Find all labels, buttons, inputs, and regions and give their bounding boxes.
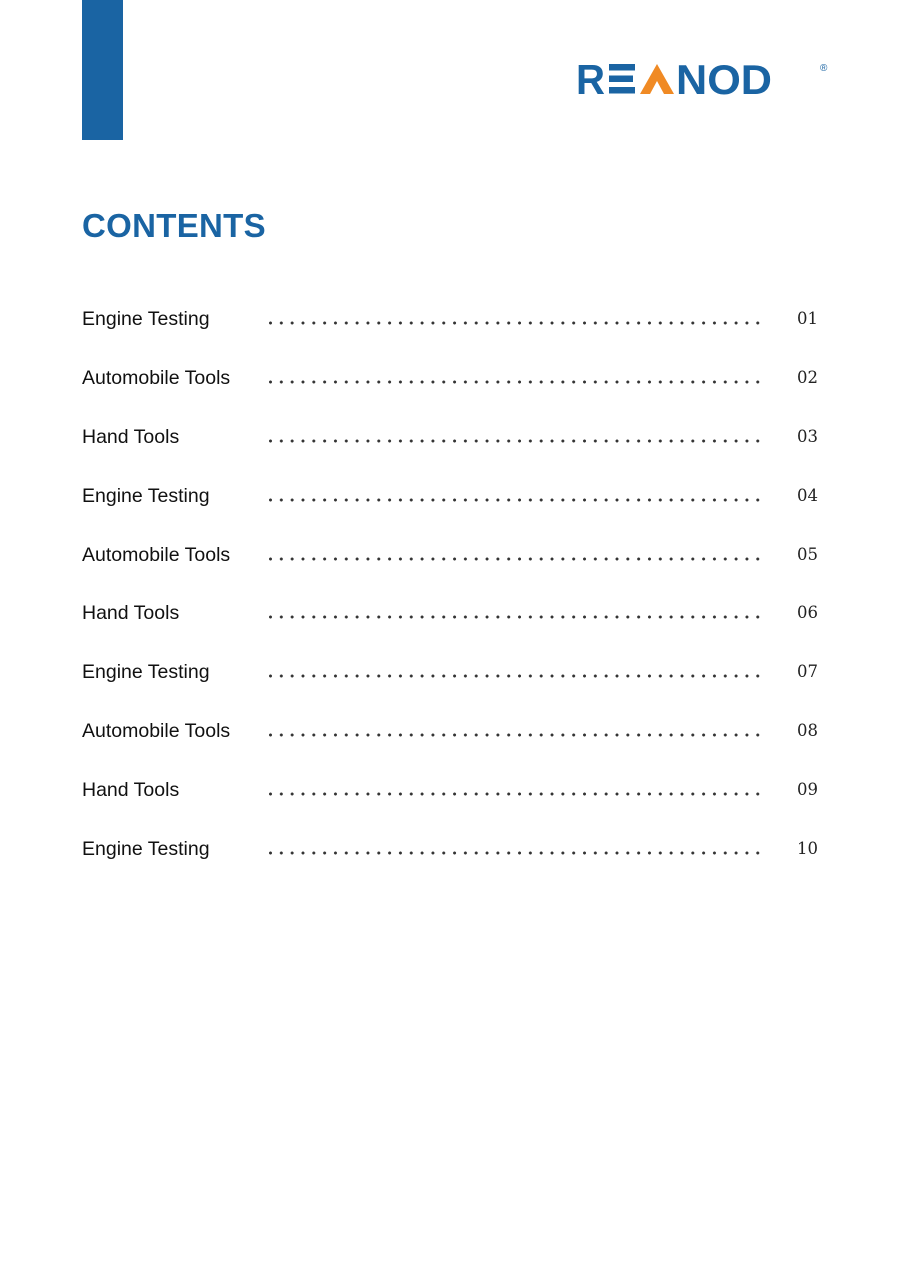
toc-entry-label: Engine Testing	[82, 661, 210, 684]
toc-entry[interactable]	[82, 715, 822, 774]
svg-text:NOD: NOD	[676, 58, 772, 100]
toc-entry-label: Automobile Tools	[82, 543, 231, 566]
toc-entry-page-number: 10	[797, 839, 818, 859]
dot-leader	[269, 321, 767, 325]
toc-entry-page-number: 09	[797, 780, 818, 800]
toc-entry-page-number: 04	[797, 485, 818, 505]
toc-entry-label: Hand Tools	[82, 779, 180, 802]
dot-leader	[269, 674, 767, 678]
decorative-side-bar	[82, 0, 123, 140]
toc-entry[interactable]	[82, 656, 822, 715]
page-title: CONTENTS	[82, 207, 266, 244]
registered-mark: ®	[820, 63, 828, 74]
toc-entry-page-number: 07	[797, 662, 818, 682]
toc-entry-label: Automobile Tools	[82, 366, 231, 389]
toc-entry[interactable]	[82, 362, 822, 421]
dot-leader	[269, 498, 767, 502]
brand-logo	[576, 58, 832, 100]
dot-leader	[269, 792, 767, 796]
dot-leader	[269, 439, 767, 443]
dot-leader	[269, 615, 767, 619]
dot-leader	[269, 380, 767, 384]
toc-entry-page-number: 02	[797, 367, 818, 387]
svg-text:R: R	[576, 58, 605, 100]
toc-entry-label: Engine Testing	[82, 484, 210, 507]
toc-entry-page-number: 03	[797, 426, 818, 446]
toc-entry[interactable]	[82, 303, 822, 362]
toc-entry[interactable]	[82, 480, 822, 539]
toc-entry-page-number: 08	[797, 721, 818, 741]
toc-entry[interactable]	[82, 539, 822, 598]
dot-leader	[269, 557, 767, 561]
dot-leader	[269, 851, 767, 855]
dot-leader	[269, 733, 767, 737]
toc-entry-label: Hand Tools	[82, 425, 180, 448]
toc-entry-label: Automobile Tools	[82, 720, 231, 743]
toc-entry[interactable]	[82, 597, 822, 656]
table-of-contents	[82, 303, 822, 892]
toc-entry-page-number: 01	[797, 309, 818, 328]
toc-entry-page-number: 05	[797, 544, 818, 564]
toc-entry[interactable]	[82, 421, 822, 480]
toc-entry[interactable]	[82, 833, 822, 892]
toc-entry-label: Hand Tools	[82, 602, 180, 625]
toc-entry-page-number: 06	[797, 603, 818, 623]
toc-entry-label: Engine Testing	[82, 308, 210, 330]
toc-entry-label: Engine Testing	[82, 838, 210, 861]
toc-entry[interactable]	[82, 774, 822, 833]
